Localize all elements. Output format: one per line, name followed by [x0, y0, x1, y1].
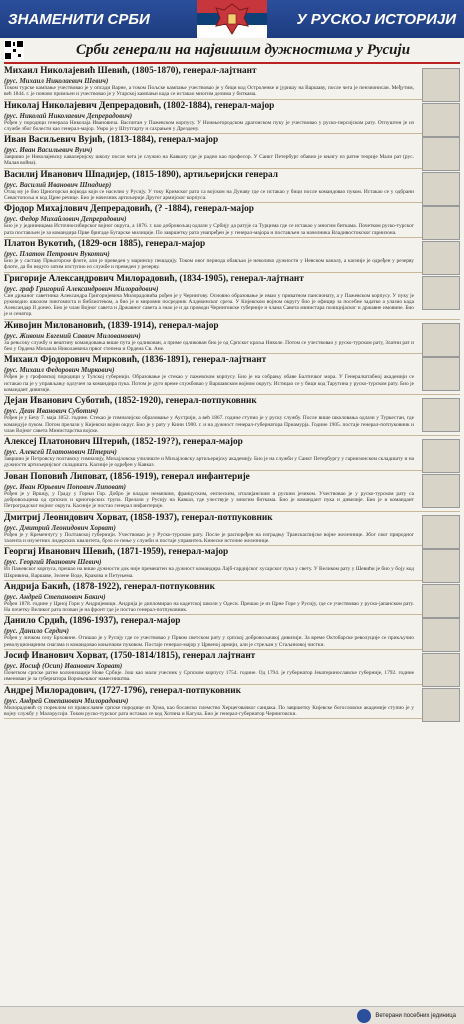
general-name-heading: Георгиј Иванович Шевић, (1871-1959), генерал-мајор — [4, 547, 229, 558]
russian-name: (рус. Дмитрий Леонидович Хорват) — [4, 523, 116, 532]
entry-divider — [4, 272, 460, 273]
portrait-image — [422, 206, 460, 240]
veterans-badge-icon — [357, 1009, 371, 1023]
general-name-heading: Данило Срдић, (1896-1937), генерал-мајор — [4, 616, 181, 627]
general-entry — [0, 686, 464, 720]
title-divider — [4, 62, 460, 64]
general-name-heading: Јосиф Иванович Хорват, (1750-1814/1815), генерал лајтнант — [4, 650, 256, 661]
general-entry — [0, 274, 464, 320]
entry-divider — [4, 511, 460, 512]
general-name-heading: Василиј Иванович Шпадијер, (1815-1890), артиљеријски генерал — [4, 169, 278, 180]
general-name-heading: Платон Вукотић, (1829-осн 1885), генерал-мајор — [4, 238, 206, 249]
general-name-heading: Михаил Фјодорович Мирковић, (1836-1891), генерал-лајтнант — [4, 355, 267, 366]
general-name-heading: Иван Васиљевич Вујић, (1813-1884), генерал-мајор — [4, 135, 219, 146]
general-entry — [0, 547, 464, 581]
portrait-image — [422, 172, 460, 206]
general-name-heading: Михаил Николајевић Шевић, (1805-1870), генерал-лајтнант — [4, 66, 257, 76]
entry-divider — [4, 470, 460, 471]
general-entry — [0, 204, 464, 238]
general-entry — [0, 396, 464, 436]
entry-divider — [4, 580, 460, 581]
entry-divider — [4, 649, 460, 650]
russian-name: (рус. Андрей Степанович Милорадович) — [4, 696, 129, 705]
biography-text: Током турске кампање учествовао је у опсади Варне, а током Пољске кампање учествовао је у бици код Остроленке и јуришу на Варшаву, после чега је пензионисан. Међутим, већ 1844. г. је поново примљен и учествовао је у Угарској кампањи када се истакао многим делима у биткама. — [4, 85, 414, 98]
biography-text: Рођен је у Бечу 7. маја 1852. године. Стекао је гимназијско образовање у Аустрији, а већ 1867. године ступио је у руску службу. После више школовања одлази у Туркестан, где командује пуком. Потом прелази у Кијевски војни округ. Био је у рату у Кини 1900. г. и на дужност генерал-губернатора Приамурја. Године 1905. постаје генерал-потпуковник и члан Војног савета Министарства војске. — [4, 415, 414, 434]
russian-name: (рус. Михаил Николаевич Шевич) — [4, 77, 109, 85]
entry-divider — [4, 319, 460, 320]
banner-left-title: ЗНАМЕНИТИ СРБИ — [0, 0, 197, 38]
russian-name: (рус. Николай Николаевич Депрерадович) — [4, 111, 133, 120]
general-name-heading: Григорије Александрович Милорадовић, (1834-1905), генерал-лајтнант — [4, 273, 304, 284]
entry-divider — [4, 133, 460, 134]
russian-name: (рус. Платон Петрович Вукотич) — [4, 249, 110, 258]
general-entry — [0, 513, 464, 547]
general-name-heading: Јован Поповић Липоват, (1856-1919), генерал инфантерије — [4, 471, 250, 482]
entry-divider — [4, 99, 460, 100]
biography-text: Рођен је у Вршцу, у Граду у Горњи Гор. Добро је владао немачким, француским, енглеским, италијанским и руским језиком. Учествовао је у руско-турском рату са добровољцима од српских и црногорских трупа. Прелази у Русију на Кавказ, где учествује у многим биткама. Био је командант пука и дивизије. Био је и командант Петроградског војног округа. Касније је постао генерал инфантерије. — [4, 490, 414, 510]
russian-name: (рус. Данило Сердич) — [4, 627, 69, 636]
biography-text: Рођен је у Кременчугу у Полтавској губернији. Учествовао је у Руско-турском рату. После је распоређен на изградњу Транскаспијске војне железнице. Због свог природног талента и изузетних лидерских квалитета, брзо се пење у служби и постаје управитељ Кинеске источне железнице. — [4, 531, 414, 544]
general-name-heading: Дејан Иванович Суботић, (1852-1920), генерал-потпуковник — [4, 396, 257, 407]
russian-name: (рус. Василий Иванович Шпадиер) — [4, 180, 112, 189]
entry-divider — [4, 168, 460, 169]
russian-name: (рус. Федор Михайлович Депрерадович) — [4, 215, 127, 224]
biography-text: Отац му је био Црногорски војвода који се населио у Русију. У току Кримског рата са војском на Дунаву где се истакао у бици после командовао пуком. Истакао се у одбрани Севастопоља и код Црне речице. Био је начелник артиљерије Другог армијског корпуса. — [4, 188, 414, 202]
general-entry — [0, 170, 464, 204]
russian-name: (рус. Живоин Евгений Саввич Милованович) — [4, 331, 141, 340]
entry-divider — [4, 394, 460, 395]
general-name-heading: Фјодор Михајлович Депрерадовић, (? -1884), генерал-мајор — [4, 204, 254, 215]
footer-label: Ветерани посебних јединица — [375, 1012, 456, 1019]
general-name-heading: Андреј Милорадович, (1727-1796), генерал-потпуковник — [4, 685, 241, 696]
biography-text: Завршио је Николајевску кавалеријску школу после чега је служио на Кавказу где је радио као професор. У Санкт Петербург обавио је књигу из ратне теорије Мали рат (рус. Малая война). — [4, 154, 414, 167]
entry-divider — [4, 237, 460, 238]
portrait-image — [422, 618, 460, 652]
portrait-image — [422, 323, 460, 357]
portrait-image — [422, 241, 460, 275]
footer — [0, 1006, 464, 1024]
eagle-crest-icon — [212, 2, 252, 36]
entry-divider — [4, 614, 460, 615]
biography-text: Рођен је у грофовској породици у Тулској губернији. Образовање је стекао у пажевском корпусу. Био је на собрању обаве Балтичког мора. У Генералштабној академији се истакао па је у управљању одлучен за командира пука. Потом је дуго време службовао у Варшавском војном округу. Истицао се у бици код Тарутина у руско-турском рату. Био је командант дивизије. — [4, 374, 414, 393]
general-entry — [0, 651, 464, 685]
biography-text: Завршио је Петровску полтавску гимназију, Михајловско училиште и Михајловску артиљеријску академију. Био је на служби у Санкт Петербургу у гарнизонском складишту и на дужности артиљеријског складишта. Касније је одређен у Кавказ. — [4, 456, 414, 469]
entry-divider — [4, 353, 460, 354]
portrait-image — [422, 68, 460, 102]
portrait-image — [422, 439, 460, 473]
portrait-image — [422, 276, 460, 310]
russian-name: (рус. Иосиф (Осип) Иванович Хорват) — [4, 661, 123, 670]
entry-divider — [4, 545, 460, 546]
general-name-heading: Живојин Миловановић, (1839-1914), генерал-мајор — [4, 320, 219, 331]
biography-text: Из Пажевског корпуса, прешао на више дужности док није премештен на дужност командира Лајб-гардијског хусарског пука у свету. У Великом рату у Шевићи је био у боју код Шкривина, Варшаве, Зелене Воде, Кракова и Петуњема. — [4, 566, 414, 579]
general-entry — [0, 582, 464, 616]
portrait-image — [422, 584, 460, 618]
entry-divider — [4, 718, 460, 719]
general-name-heading: Алексеј Платонович Штерић, (1852-19??), генерал-мајор — [4, 437, 243, 448]
page-title: Срби генерали на највишим дужностима у Русији — [75, 42, 411, 58]
general-name-heading: Андрија Бакић, (1878-1922), генерал-потпуковник — [4, 581, 215, 592]
biography-text: Милорадовић су пореклом из православне српске породице из Хума, као босанско племство Херцеговачког санџака. По завршетку Кијевске богословске академије ступио је у војну службу у Малорусији. Током руско-турског рата истакао се код Хотина и Кагула. Био је генерал-губернатор Черниговски. — [4, 704, 414, 717]
general-entry — [0, 135, 464, 169]
general-entry — [0, 437, 464, 471]
portrait-image — [422, 515, 460, 549]
russian-name: (рус. Андрей Степанович Бакич) — [4, 592, 106, 601]
biography-text: Рођен у породици генерала Николаја Ивановича. Васпитан у Пажевском корпусу. У Нижњегородском драгонском пуку је учествовао у руско-персијском рату. Отпуштен је из службе због болести као генерал-мајор. Умро је у Штутгарту и сахрањен у Дрездену. — [4, 119, 414, 132]
general-name-heading: Дмитриј Леонидович Хорват, (1858-1937), генерал-потпуковник — [4, 512, 273, 523]
biography-text: Био је у једииницама Источносибирског војног округа, а 1876. г. као добровољац одлази у Србију да ратује са Турцима где се истакао у многим биткама. Почетком руско-турског рата постављен је за командира Прве бригаде Бугарске милиције. По завршетку рата унапређен је у генерал-мајора и постављен за начелника Владивостокског гарнизона. — [4, 223, 414, 236]
general-entry — [0, 321, 464, 355]
generals-list — [0, 66, 464, 1006]
general-entry — [0, 616, 464, 650]
portrait-image — [422, 653, 460, 687]
russian-name: (рус. граф Григорий Александрович Милорадович) — [4, 284, 159, 293]
general-entry — [0, 472, 464, 512]
general-entry — [0, 101, 464, 135]
russian-name: (рус. Иван Юрьевич Попович Липоват) — [4, 482, 126, 491]
portrait-image — [422, 357, 460, 391]
portrait-image — [422, 688, 460, 722]
russian-name: (рус. Деан Иванович Суботич) — [4, 407, 99, 416]
portrait-image — [422, 549, 460, 583]
russian-name: (рус. Михаил Федорович Миркович) — [4, 366, 115, 375]
biography-text: Син држаног саветника Александра Григоријевича Милорадовића рођен је у Чернигову. Основно образовање је имао у приватном пансионату, а у Пажевском корпусу. У пуку је руководио школом пиктомиста и библиотеком, а био је и мировни посредник Алдевинског среза. У Кијевском војном округу био је официр за посебне задатке а улазио када Александар II донео. Био је члан Војног савета и Државног савета а знао је и да проводи Черниговске губерније и члана Савета министара полицијаског и државне имовине. Био је и сенатор. — [4, 292, 414, 318]
entry-divider — [4, 202, 460, 203]
russian-name: (рус. Иван Васильевич Вуич) — [4, 146, 93, 155]
biography-text: Почетком српске ратне колонизације Нове Србије. Још као мали учесник у Српском корпусу 1754. године. Од 1794. је губернатор Јекатеринославске губерније, 1792. године именован је за губернатора Вороњешког намесништва. — [4, 669, 414, 683]
general-name-heading: Николај Николајевич Депрерадовић, (1802-1884), генерал-мајор — [4, 100, 275, 111]
banner-right-title: У РУСКОЈ ИСТОРИЈИ — [267, 0, 464, 38]
biography-text: Рођен у личком селу Брховине. Отишао је у Русију где се учествовао у Првом светском рату у српској добровољачкој дивизији. За време Октобарске револуције се прикључио револуционарним снагама и командовао коњичким пуковом. Постаје генерал-мајор у Црвеној армији, али је стрељан у Стаљиновој чистки. — [4, 635, 414, 648]
portrait-image — [422, 474, 460, 508]
portrait-image — [422, 137, 460, 171]
qr-code-icon[interactable] — [4, 40, 24, 60]
biography-text: Рођен 1878. године у Црној Гори у Андријевици. Андрија је дипломирао на кадетској школи у Одеси. Прешао је из Црне Горе у Русију, где се учествовао у руско-јапанском рату. На почетку Великог рата позван је на фронт где је постао генерал-потпуковник. — [4, 600, 414, 614]
biography-text: Био је у саставу Прњогорске флоте, али је преведен у маринску пешадију. Током овог периода обављао је неколико дужности у Невском каналу, а касније је одређен у резерву флоте, да би недуго затим изступио из службе и преведен у резерву. — [4, 257, 414, 271]
general-entry — [0, 355, 464, 395]
entry-divider — [4, 435, 460, 436]
russian-name: (рус. Алексей Платонович Штерич) — [4, 448, 117, 457]
portrait-image — [422, 103, 460, 137]
russian-name: (рус. Георгий Иванович Шевич) — [4, 558, 102, 567]
biography-text: За рењсоку службу и вештину командовања више пута је одликован, а приме одликован био је од Српског краља Николе. Потом се учествовао у руско-турском рату, Златни рат и био у Ордена Михаила Николаевича првог степена и Ордена Св. Ане. — [4, 339, 414, 353]
general-entry — [0, 239, 464, 273]
entry-divider — [4, 684, 460, 685]
general-entry — [0, 66, 464, 100]
portrait-image — [422, 398, 460, 432]
